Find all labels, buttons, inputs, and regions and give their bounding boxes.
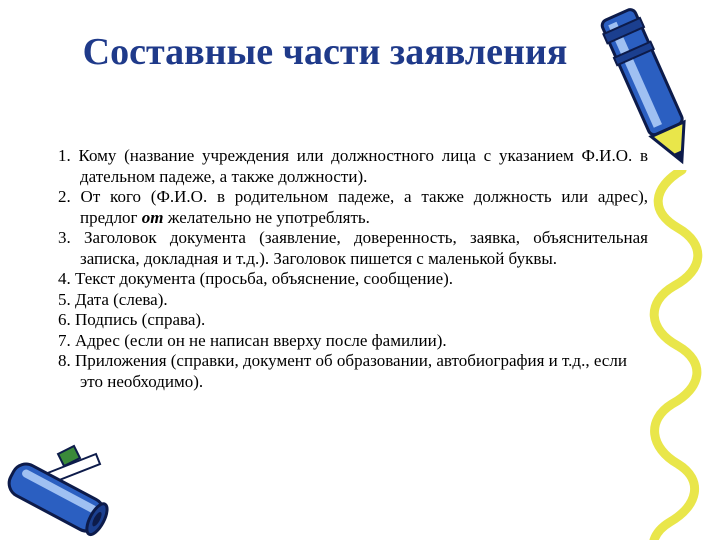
item-number: 2. — [58, 187, 71, 206]
squiggle-line — [640, 170, 720, 540]
item-text: От кого (Ф.И.О. в родительном падеже, а также должность или адрес), предлог — [80, 187, 648, 227]
item-text: Подпись (справа). — [75, 310, 206, 329]
item-text: Приложения (справки, документ об образовании, автобиография и т.д., если это необходимо). — [75, 351, 627, 391]
list-item — [58, 310, 648, 331]
item-text: Заголовок документа (заявление, доверенность, заявка, объяснительная записка, докладная и т.д.). Заголовок пишется с маленькой буквы. — [80, 228, 648, 268]
item-number: 4. — [58, 269, 71, 288]
list-item — [58, 331, 648, 352]
item-number: 8. — [58, 351, 71, 370]
list-item — [58, 269, 648, 290]
list-item — [58, 146, 648, 187]
item-number: 6. — [58, 310, 71, 329]
item-number: 5. — [58, 289, 71, 309]
item-text: Текст документа (просьба, объяснение, сообщение). — [75, 269, 454, 288]
item-number: 1. — [58, 146, 71, 165]
page-title: Составные части заявления — [82, 31, 568, 73]
item-text: желательно не употреблять. — [167, 207, 370, 227]
item-number: 3. — [58, 228, 71, 247]
item-text: Дата (слева). — [75, 289, 168, 309]
item-text: Адрес (если он не написан вверху после фамилии). — [75, 330, 447, 350]
list-item — [58, 290, 648, 311]
pen-icon — [594, 0, 704, 175]
item-list — [58, 146, 648, 392]
list-item — [58, 187, 648, 228]
list-item — [58, 228, 648, 269]
item-number: 7. — [58, 330, 71, 350]
rolled-paper-icon — [0, 428, 115, 540]
list-item — [58, 351, 648, 392]
item-text: Кому (название учреждения или должностного лица с указанием Ф.И.О. в дательном падеже, а также должности). — [78, 146, 648, 186]
item-emphasis: от — [141, 207, 164, 227]
